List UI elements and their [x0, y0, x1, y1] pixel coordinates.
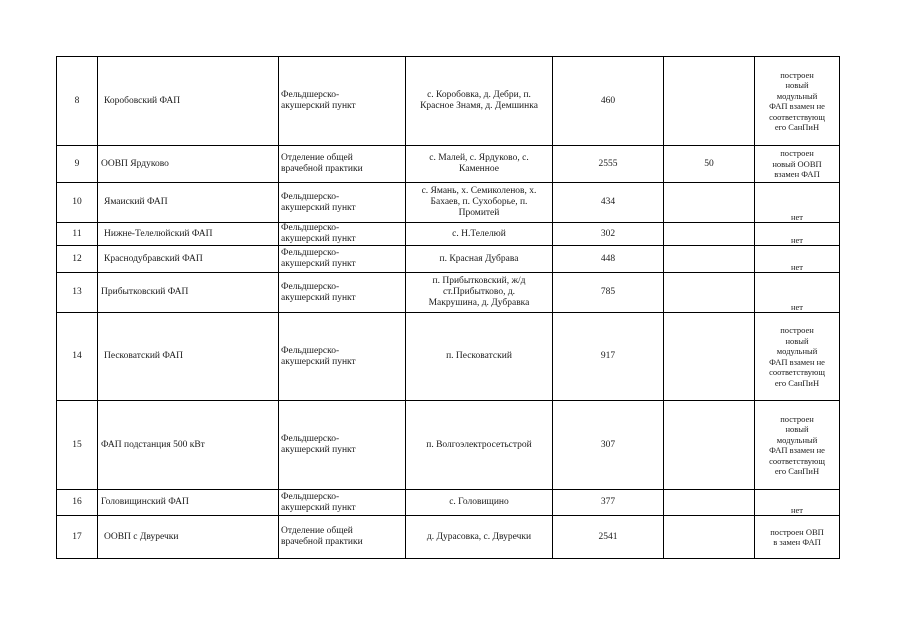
extra-value — [664, 57, 755, 146]
facilities-table — [56, 56, 840, 559]
extra-value — [664, 490, 755, 516]
table-row — [57, 516, 840, 559]
served-settlements: п. Красная Дубрава — [406, 246, 553, 273]
note: построен новый модульный ФАП взамен не соответствующ его СанПиН — [755, 313, 840, 401]
row-number: 10 — [57, 183, 98, 223]
note: нет — [755, 223, 840, 246]
row-number: 13 — [57, 273, 98, 313]
facility-name: Краснодубравский ФАП — [98, 246, 279, 273]
facility-type: Фельдшерско- акушерский пункт — [279, 223, 406, 246]
facility-name: Нижне-Телелюйский ФАП — [98, 223, 279, 246]
table-row — [57, 401, 840, 490]
population: 307 — [553, 401, 664, 490]
served-settlements: с. Н.Телелюй — [406, 223, 553, 246]
facility-type: Фельдшерско- акушерский пункт — [279, 273, 406, 313]
note: построен новый модульный ФАП взамен не соответствующ его СанПиН — [755, 401, 840, 490]
extra-value — [664, 273, 755, 313]
facility-type: Фельдшерско- акушерский пункт — [279, 401, 406, 490]
extra-value: 50 — [664, 146, 755, 183]
table-row — [57, 223, 840, 246]
served-settlements: п. Песковатский — [406, 313, 553, 401]
note: нет — [755, 273, 840, 313]
population: 2541 — [553, 516, 664, 559]
facility-type: Отделение общей врачебной практики — [279, 146, 406, 183]
facility-type: Фельдшерско- акушерский пункт — [279, 57, 406, 146]
facility-name: ООВП с Двуречки — [98, 516, 279, 559]
table-row — [57, 146, 840, 183]
facility-type: Фельдшерско- акушерский пункт — [279, 246, 406, 273]
population: 460 — [553, 57, 664, 146]
served-settlements: д. Дурасовка, с. Двуречки — [406, 516, 553, 559]
facility-type: Фельдшерско- акушерский пункт — [279, 183, 406, 223]
facility-name: ООВП Ярдуково — [98, 146, 279, 183]
extra-value — [664, 401, 755, 490]
extra-value — [664, 223, 755, 246]
facility-type: Фельдшерско- акушерский пункт — [279, 490, 406, 516]
note: построен новый ООВП взамен ФАП — [755, 146, 840, 183]
served-settlements: с. Головищино — [406, 490, 553, 516]
table-row — [57, 273, 840, 313]
note: нет — [755, 490, 840, 516]
population: 302 — [553, 223, 664, 246]
row-number: 11 — [57, 223, 98, 246]
row-number: 9 — [57, 146, 98, 183]
served-settlements: с. Малей, с. Ярдуково, с. Каменное — [406, 146, 553, 183]
note: построен новый модульный ФАП взамен не соответствующ его СанПиН — [755, 57, 840, 146]
extra-value — [664, 183, 755, 223]
served-settlements: с. Коробовка, д. Дебри, п. Красное Знамя, д. Демшинка — [406, 57, 553, 146]
population: 2555 — [553, 146, 664, 183]
population: 377 — [553, 490, 664, 516]
facility-name: Головищинский ФАП — [98, 490, 279, 516]
row-number: 12 — [57, 246, 98, 273]
facility-name: Песковатский ФАП — [98, 313, 279, 401]
table-row — [57, 183, 840, 223]
population: 434 — [553, 183, 664, 223]
population: 917 — [553, 313, 664, 401]
facility-name: Ямаиский ФАП — [98, 183, 279, 223]
facility-name: Коробовский ФАП — [98, 57, 279, 146]
row-number: 14 — [57, 313, 98, 401]
note: нет — [755, 183, 840, 223]
row-number: 17 — [57, 516, 98, 559]
facility-type: Отделение общей врачебной практики — [279, 516, 406, 559]
facility-name: Прибытковский ФАП — [98, 273, 279, 313]
note: построен ОВП в замен ФАП — [755, 516, 840, 559]
served-settlements: п. Волгоэлектросетьстрой — [406, 401, 553, 490]
extra-value — [664, 516, 755, 559]
row-number: 8 — [57, 57, 98, 146]
served-settlements: п. Прибытковский, ж/д ст.Прибытково, д. Макрушина, д. Дубравка — [406, 273, 553, 313]
extra-value — [664, 246, 755, 273]
table-row — [57, 246, 840, 273]
population: 448 — [553, 246, 664, 273]
served-settlements: с. Ямань, х. Семиколенов, х. Бахаев, п. Сухоборье, п. Промитей — [406, 183, 553, 223]
table-row — [57, 313, 840, 401]
row-number: 15 — [57, 401, 98, 490]
facility-name: ФАП подстанция 500 кВт — [98, 401, 279, 490]
facility-type: Фельдшерско- акушерский пункт — [279, 313, 406, 401]
table-row — [57, 490, 840, 516]
table-row — [57, 57, 840, 146]
extra-value — [664, 313, 755, 401]
population: 785 — [553, 273, 664, 313]
note: нет — [755, 246, 840, 273]
row-number: 16 — [57, 490, 98, 516]
